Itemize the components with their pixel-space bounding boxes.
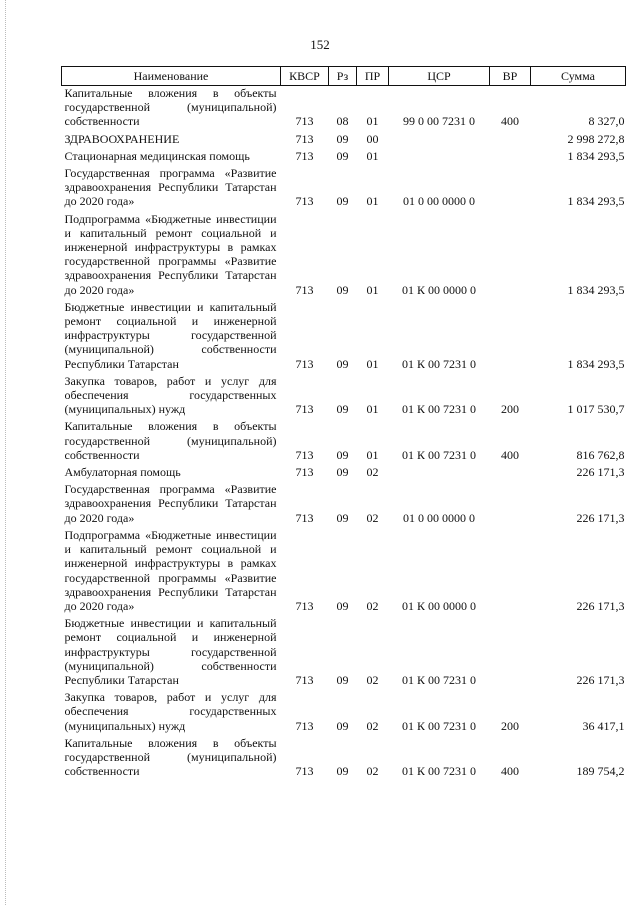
cell-rz: 09 (336, 510, 349, 525)
page-number: 152 (310, 37, 330, 52)
cell-name: Капитальные вложения в объекты государственной (муниципальной) собственности (64, 735, 277, 779)
cell-kvsr: 713 (295, 718, 314, 733)
cell-csr: 01 К 00 7231 0 (401, 718, 476, 733)
cell-pr: 00 (366, 131, 379, 146)
cell-kvsr: 713 (295, 598, 314, 613)
table-row (62, 149, 626, 166)
cell-pr: 02 (366, 465, 379, 480)
cell-rz: 09 (336, 282, 349, 297)
table-row (62, 528, 626, 616)
cell-csr: 99 0 00 7231 0 (403, 114, 475, 129)
cell-vr (490, 132, 531, 149)
header-row (62, 67, 626, 86)
cell-sum: 1 834 293,5 (567, 356, 625, 371)
table-body (62, 86, 626, 782)
cell-pr: 01 (366, 402, 379, 417)
table-row (62, 86, 626, 132)
cell-pr: 01 (366, 447, 379, 462)
cell-name: Закупка товаров, работ и услуг для обеспечения государственных (муниципальных) нужд (64, 373, 277, 417)
cell-pr: 02 (366, 598, 379, 613)
cell-name: Закупка товаров, работ и услуг для обеспечения государственных (муниципальных) нужд (64, 690, 277, 733)
cell-kvsr: 713 (295, 148, 314, 163)
table-row (62, 690, 626, 736)
cell-sum: 1 834 293,5 (567, 282, 625, 297)
cell-pr: 02 (366, 764, 379, 779)
cell-csr: 01 0 00 0000 0 (403, 194, 475, 209)
cell-sum: 189 754,2 (576, 764, 625, 779)
header-rz: Рз (329, 67, 357, 86)
cell-rz: 09 (336, 672, 349, 687)
cell-sum: 226 171,3 (576, 465, 625, 480)
table-row (62, 465, 626, 482)
cell-kvsr: 713 (295, 194, 314, 209)
cell-pr: 01 (366, 282, 379, 297)
cell-pr: 01 (366, 356, 379, 371)
cell-vr: 400 (501, 764, 519, 779)
cell-csr: 01 К 00 0000 0 (401, 598, 476, 613)
cell-kvsr: 713 (295, 114, 314, 129)
cell-vr (490, 616, 531, 690)
cell-sum: 8 327,0 (588, 114, 625, 129)
cell-vr: 400 (501, 114, 519, 129)
cell-name: Подпрограмма «Бюджетные инвестиции и капитальный ремонт социальной и инженерной инфраструктуры в рамках государственной программы «Развитие здравоохранения Республики Татарстан до 2020 года» (64, 211, 277, 297)
cell-name: Государственная программа «Развитие здравоохранения Республики Татарстан до 2020 года» (64, 166, 277, 209)
cell-vr (490, 212, 531, 300)
cell-sum: 36 417,1 (582, 718, 625, 733)
cell-name: Бюджетные инвестиции и капитальный ремонт социальной и инженерной инфраструктуры государственной (муниципальной) собственности Республики Татарстан (64, 299, 277, 371)
table-row (62, 482, 626, 528)
cell-pr: 01 (366, 114, 379, 129)
table-row (62, 419, 626, 465)
cell-rz: 09 (336, 131, 349, 146)
cell-sum: 226 171,3 (576, 510, 625, 525)
cell-rz: 08 (336, 114, 349, 129)
cell-name: Капитальные вложения в объекты государственной (муниципальной) собственности (64, 419, 277, 462)
cell-kvsr: 713 (295, 402, 314, 417)
table-row (62, 374, 626, 420)
cell-csr (389, 132, 490, 149)
header-csr: ЦСР (389, 67, 490, 86)
cell-rz: 09 (336, 465, 349, 480)
header-pr: ПР (357, 67, 389, 86)
cell-kvsr: 713 (295, 282, 314, 297)
cell-vr: 200 (501, 402, 519, 417)
cell-kvsr: 713 (295, 356, 314, 371)
table-row (62, 212, 626, 300)
cell-vr (490, 300, 531, 374)
header-vr: ВР (490, 67, 531, 86)
cell-kvsr: 713 (295, 510, 314, 525)
cell-csr (389, 465, 490, 482)
cell-rz: 09 (336, 718, 349, 733)
table-row (62, 300, 626, 374)
cell-pr: 02 (366, 510, 379, 525)
cell-sum: 1 017 530,7 (567, 402, 625, 417)
table-header (62, 67, 626, 86)
cell-kvsr: 713 (295, 447, 314, 462)
header-name: Наименование (62, 67, 281, 86)
table-row (62, 166, 626, 212)
cell-kvsr: 713 (295, 672, 314, 687)
cell-pr: 02 (366, 672, 379, 687)
cell-csr: 01 К 00 7231 0 (401, 764, 476, 779)
cell-name: ЗДРАВООХРАНЕНИЕ (64, 131, 180, 146)
cell-rz: 09 (336, 402, 349, 417)
cell-name: Государственная программа «Развитие здравоохранения Республики Татарстан до 2020 года» (64, 482, 277, 525)
cell-name: Стационарная медицинская помощь (64, 148, 250, 163)
cell-pr: 01 (366, 148, 379, 163)
cell-vr (490, 482, 531, 528)
cell-csr: 01 К 00 7231 0 (401, 356, 476, 371)
cell-rz: 09 (336, 764, 349, 779)
cell-vr: 400 (501, 447, 519, 462)
cell-rz: 09 (336, 194, 349, 209)
cell-csr: 01 К 00 7231 0 (401, 672, 476, 687)
header-kvsr: КВСР (281, 67, 329, 86)
cell-vr: 200 (501, 718, 519, 733)
cell-sum: 816 762,8 (576, 447, 625, 462)
cell-vr (490, 166, 531, 212)
cell-kvsr: 713 (295, 764, 314, 779)
cell-kvsr: 713 (295, 131, 314, 146)
table-row (62, 736, 626, 782)
cell-vr (490, 528, 531, 616)
cell-csr: 01 К 00 0000 0 (401, 282, 476, 297)
cell-sum: 2 998 272,8 (567, 131, 625, 146)
cell-rz: 09 (336, 447, 349, 462)
cell-vr (490, 149, 531, 166)
table-row (62, 616, 626, 690)
cell-rz: 09 (336, 356, 349, 371)
cell-csr: 01 К 00 7231 0 (401, 447, 476, 462)
cell-vr (490, 465, 531, 482)
budget-table (61, 66, 626, 781)
table-row (62, 132, 626, 149)
header-sum: Сумма (531, 67, 626, 86)
cell-name: Капитальные вложения в объекты государственной (муниципальной) собственности (64, 86, 277, 129)
cell-csr: 01 0 00 0000 0 (403, 510, 475, 525)
cell-kvsr: 713 (295, 465, 314, 480)
cell-pr: 01 (366, 194, 379, 209)
cell-name: Подпрограмма «Бюджетные инвестиции и капитальный ремонт социальной и инженерной инфраструктуры в рамках государственной программы «Развитие здравоохранения Республики Татарстан до 2020 года» (64, 527, 277, 613)
cell-sum: 226 171,3 (576, 672, 625, 687)
cell-name: Бюджетные инвестиции и капитальный ремонт социальной и инженерной инфраструктуры государственной (муниципальной) собственности Республики Татарстан (64, 616, 277, 687)
cell-rz: 09 (336, 598, 349, 613)
cell-csr (389, 149, 490, 166)
cell-sum: 226 171,3 (576, 598, 625, 613)
cell-pr: 02 (366, 718, 379, 733)
cell-sum: 1 834 293,5 (567, 194, 625, 209)
cell-sum: 1 834 293,5 (567, 148, 625, 163)
cell-csr: 01 К 00 7231 0 (401, 402, 476, 417)
cell-rz: 09 (336, 148, 349, 163)
page-left-edge (5, 0, 6, 905)
cell-name: Амбулаторная помощь (64, 465, 181, 480)
